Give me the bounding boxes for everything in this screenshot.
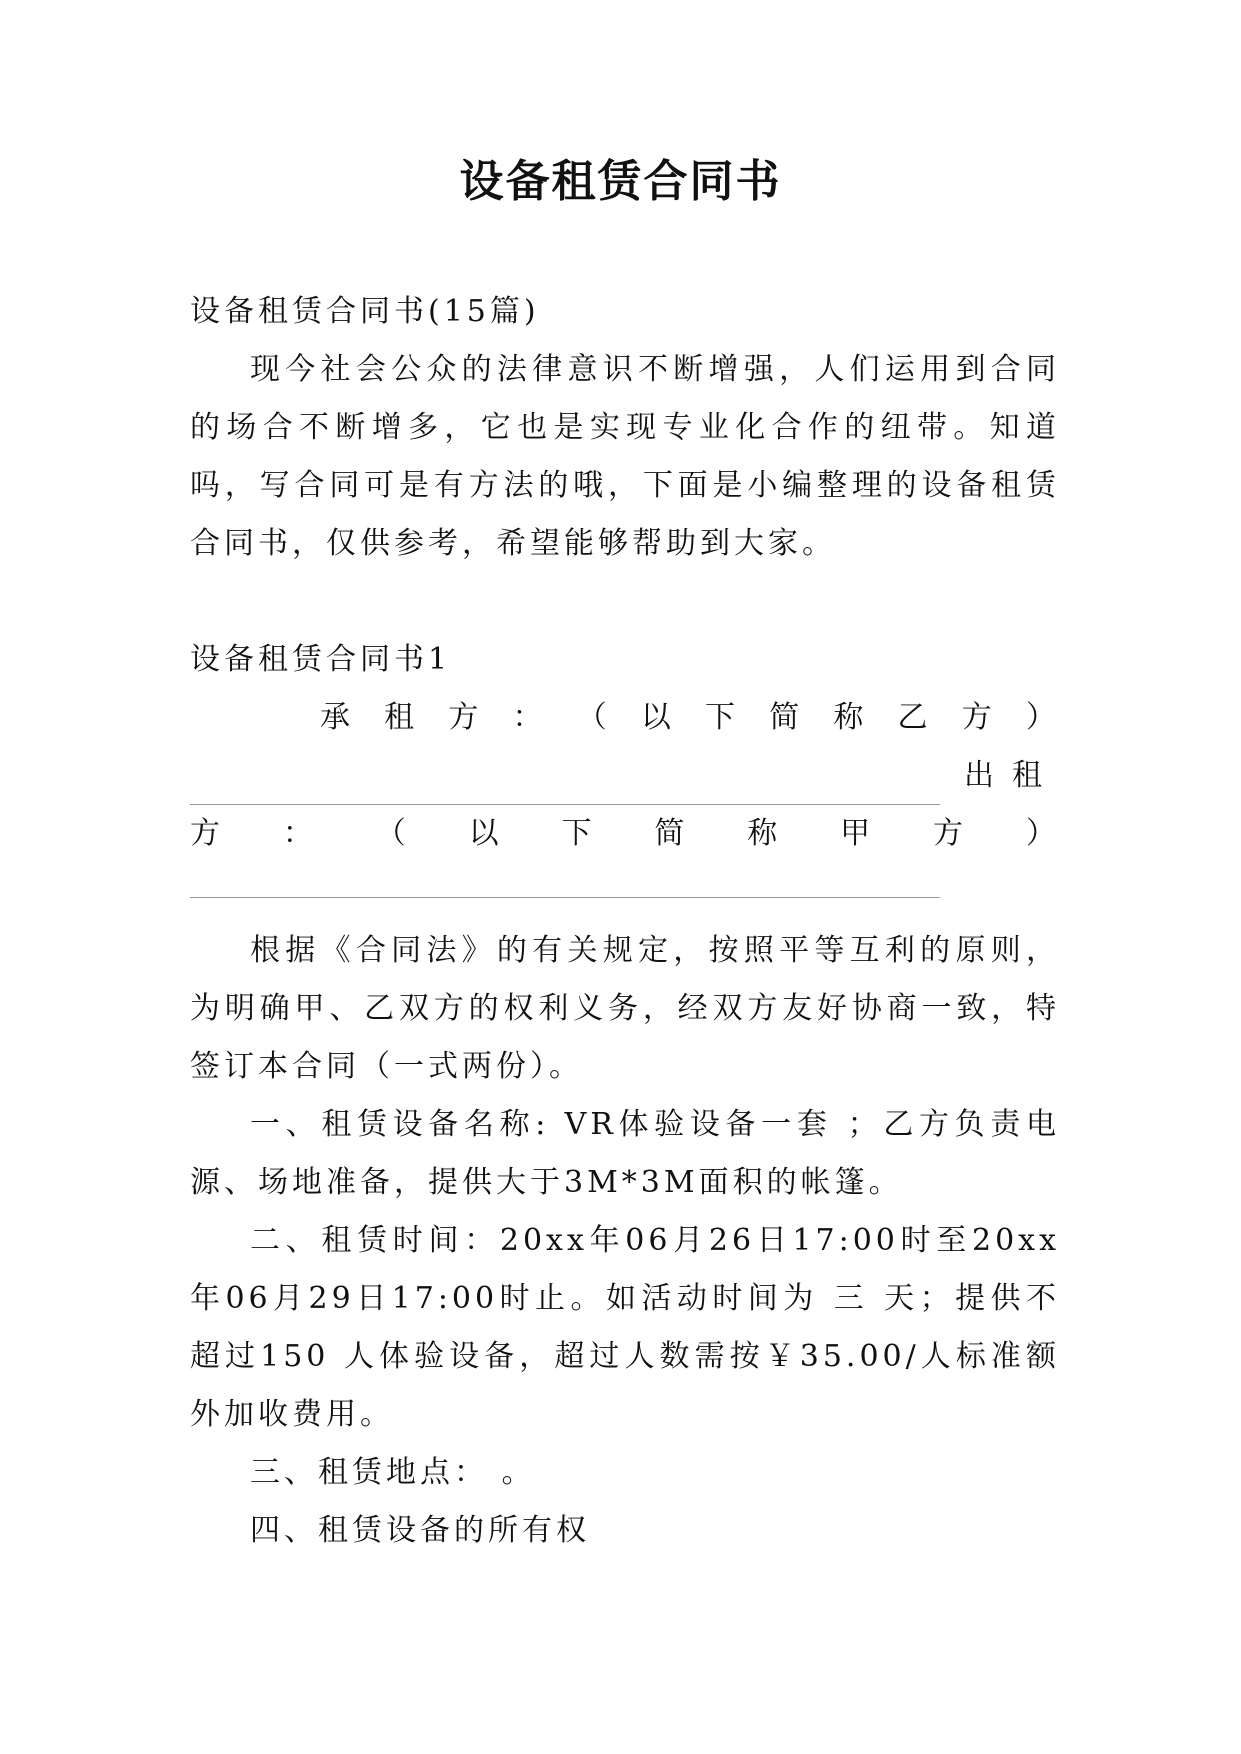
lessor-char: 方	[933, 816, 967, 851]
document-body	[190, 283, 1060, 1560]
lessor-char: 甲	[840, 816, 875, 851]
lessor-prefix: 出租	[964, 758, 1060, 793]
lessee-char: ：	[512, 700, 547, 735]
lessor-char: 称	[747, 816, 782, 851]
lessor-char: （	[375, 816, 410, 851]
section-heading: 设备租赁合同书1	[190, 642, 452, 677]
lessor-char: 简	[654, 816, 689, 851]
lessee-blank-row	[190, 747, 1060, 805]
subtitle: 设备租赁合同书(15篇)	[190, 294, 540, 329]
lessee-char: 简	[769, 700, 804, 735]
lessee-char: 方	[961, 700, 996, 735]
lessee-char: 承	[320, 700, 354, 735]
lessee-char: 租	[384, 700, 419, 735]
lessor-char: 方	[190, 816, 224, 851]
intro-paragraph: 现今社会公众的法律意识不断增强，人们运用到合同的场合不断增多，它也是实现专业化合作的纽带。知道吗，写合同可是有方法的哦，下面是小编整理的设备租赁合同书，仅供参考，希望能够帮助到大家。	[190, 352, 1060, 561]
lessee-line	[190, 689, 1060, 747]
lessee-char: 称	[833, 700, 868, 735]
lessee-char: ）	[1025, 700, 1060, 735]
document-title: 设备租赁合同书	[459, 156, 782, 207]
lessee-char: 下	[705, 700, 740, 735]
lessee-name-blank	[190, 778, 940, 805]
clause-4: 四、租赁设备的所有权	[250, 1513, 590, 1548]
lessor-char: ：	[282, 816, 317, 851]
lessor-char: ）	[1025, 816, 1060, 851]
clause-1: 一、租赁设备名称: VR体验设备一套 ；乙方负责电源、场地准备，提供大于3M*3M面积的帐篷。	[190, 1107, 1060, 1200]
spacer	[190, 573, 1060, 631]
lessor-name-blank	[190, 863, 940, 898]
lessee-char: （	[576, 700, 611, 735]
preamble-paragraph: 根据《合同法》的有关规定，按照平等互利的原则，为明确甲、乙双方的权利义务，经双方友好协商一致，特签订本合同（一式两份）。	[190, 933, 1060, 1084]
clause-2: 二、租赁时间：20xx年06月26日17:00时至20xx年06月29日17:00时止。如活动时间为 三 天；提供不超过150 人体验设备，超过人数需按￥35.00/人标准额外加收费用。	[190, 1223, 1060, 1432]
lessor-char: 以	[468, 816, 503, 851]
lessor-line	[190, 805, 1060, 863]
lessee-char: 方	[448, 700, 483, 735]
clause-3: 三、租赁地点： 。	[250, 1455, 536, 1490]
lessee-char: 以	[640, 700, 675, 735]
lessor-char: 下	[561, 816, 596, 851]
lessee-char: 乙	[897, 700, 932, 735]
